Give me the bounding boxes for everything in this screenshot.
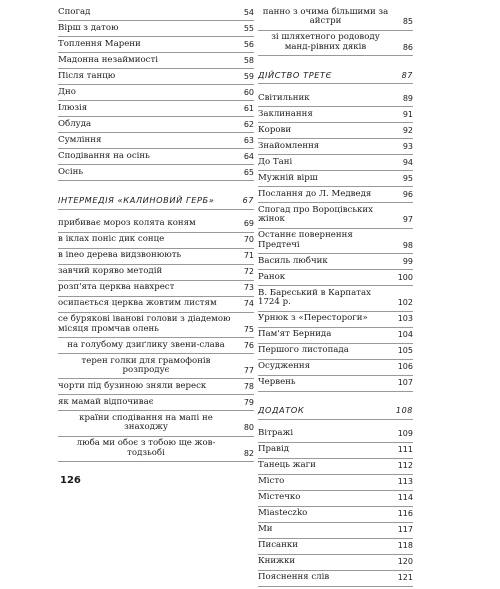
toc-entry-page: 120 xyxy=(397,557,413,567)
toc-entry-title: Ілюзія xyxy=(58,103,88,113)
toc-entry xyxy=(58,219,254,232)
toc-entry xyxy=(58,299,254,312)
toc-entry xyxy=(258,8,413,31)
toc-entry xyxy=(258,461,413,474)
toc-entry-page: 72 xyxy=(243,267,254,277)
toc-entry xyxy=(258,257,413,270)
toc-entry-title: В. Барєський в Карпатах 1724 р. xyxy=(258,287,372,308)
toc-entry-title: Останнє повернення Предтечі xyxy=(258,230,353,250)
toc-entry-page: 70 xyxy=(243,235,254,245)
toc-entry-page: 97 xyxy=(402,215,413,225)
toc-entry-title: Ранок xyxy=(258,271,286,282)
toc-entry-page: 100 xyxy=(397,272,413,282)
toc-entry-title: ІНТЕРМЕДІЯ «КАЛИНОВИЙ ГЕРБ» xyxy=(58,195,215,205)
toc-entry xyxy=(58,168,254,181)
toc-entry xyxy=(258,206,413,229)
toc-entry xyxy=(58,24,254,37)
toc-entry xyxy=(258,33,413,56)
toc-entry xyxy=(258,445,413,458)
toc-entry xyxy=(58,267,254,280)
toc-entry-title: розп'ята церква навхрест xyxy=(58,282,175,293)
toc-entry xyxy=(58,152,254,165)
toc-entry-title: Сумління xyxy=(58,135,102,145)
toc-entry-page: 96 xyxy=(402,190,413,199)
toc-entry-page: 104 xyxy=(397,330,413,340)
toc-entry-page: 64 xyxy=(243,152,254,161)
toc-entry xyxy=(258,142,413,155)
toc-entry-page: 54 xyxy=(243,8,254,17)
toc-entry xyxy=(58,315,254,338)
toc-entry-title: Заклинання xyxy=(258,109,313,119)
toc-entry-title: Містечко xyxy=(258,492,301,503)
toc-entry-page: 117 xyxy=(397,525,413,535)
toc-entry-page: 60 xyxy=(243,88,254,97)
toc-section-heading xyxy=(58,196,254,210)
toc-entry-title: Послання до Л. Медведя xyxy=(258,189,372,199)
toc-entry-page: 95 xyxy=(402,174,413,183)
toc-entry xyxy=(58,283,254,296)
toc-entry xyxy=(258,94,413,107)
toc-entry-title: Корови xyxy=(258,125,292,135)
toc-entry-title: Ми xyxy=(258,524,273,535)
toc-entry-page: 109 xyxy=(397,429,413,439)
toc-entry-title: осипається церква жовтим листям xyxy=(58,298,217,309)
toc-entry-page: 94 xyxy=(402,158,413,167)
toc-entry xyxy=(258,493,413,506)
toc-entry xyxy=(258,190,413,203)
toc-entry-title: Облуда xyxy=(58,119,92,129)
toc-entry xyxy=(58,72,254,85)
toc-entry-title: завчий корявo методій xyxy=(58,266,163,277)
toc-entry-page: 75 xyxy=(243,324,254,334)
toc-entry-title: Після танцю xyxy=(58,71,116,81)
toc-section-heading xyxy=(258,71,413,85)
toc-entry-title: ДІЙСТВО ТРЕТЄ xyxy=(258,69,332,80)
toc-entry-title: Червень xyxy=(258,377,296,388)
toc-entry xyxy=(258,541,413,554)
toc-entry xyxy=(258,557,413,570)
toc-entry-page: 103 xyxy=(397,314,413,324)
toc-entry-page: 62 xyxy=(243,120,254,129)
toc-entry xyxy=(58,56,254,69)
toc-entry-page: 91 xyxy=(402,110,413,119)
toc-entry-page: 73 xyxy=(243,283,254,293)
toc-entry xyxy=(58,341,254,354)
toc-entry-page: 67 xyxy=(242,196,254,205)
toc-entry-title: панно з очима більшими за айстри xyxy=(262,7,389,27)
page-number: 126 xyxy=(60,475,81,486)
toc-entry-page: 61 xyxy=(243,104,254,113)
toc-entry-title: Світильник xyxy=(258,93,310,103)
toc-entry-page: 112 xyxy=(397,461,413,471)
toc-entry xyxy=(258,378,413,391)
toc-entry-title: Урнюк з «Перестороги» xyxy=(258,313,368,324)
toc-left-column xyxy=(58,8,254,465)
toc-entry xyxy=(258,346,413,359)
toc-entry-page: 118 xyxy=(397,541,413,551)
toc-entry-title: Першого листопада xyxy=(258,345,349,356)
toc-entry xyxy=(58,104,254,117)
toc-entry-title: До Тані xyxy=(258,157,293,167)
toc-entry-page: 71 xyxy=(243,251,254,261)
toc-entry-title: Сподівання на осінь xyxy=(58,151,150,161)
toc-entry-page: 102 xyxy=(397,298,413,308)
toc-entry-page: 89 xyxy=(402,94,413,103)
toc-entry-page: 85 xyxy=(402,17,413,27)
toc-entry xyxy=(258,362,413,375)
toc-entry-page: 121 xyxy=(397,573,413,583)
toc-entry-title: Пояснення слів xyxy=(258,572,330,583)
toc-entry xyxy=(258,174,413,187)
toc-entry-title: Танець жаги xyxy=(258,460,316,471)
toc-entry-page: 77 xyxy=(243,366,254,375)
toc-entry-page: 74 xyxy=(243,299,254,309)
toc-entry xyxy=(58,120,254,133)
toc-entry xyxy=(258,525,413,538)
toc-entry xyxy=(258,330,413,343)
toc-entry-title: Василь любчик xyxy=(258,255,328,266)
toc-entry-page: 79 xyxy=(243,398,254,407)
toc-entry-title: Мадонна незаймиості xyxy=(58,55,158,65)
toc-entry-title: на голубому дзиґлику звени-слава xyxy=(67,339,225,350)
toc-entry-page: 105 xyxy=(397,346,413,356)
toc-entry-title: Писанки xyxy=(258,540,298,551)
toc-entry-page: 76 xyxy=(243,340,254,350)
toc-entry-title: прибиває мороз колята коням xyxy=(58,218,196,229)
toc-entry-title: Вірш з датою xyxy=(58,23,119,33)
toc-entry xyxy=(258,509,413,522)
toc-entry-page: 116 xyxy=(397,509,413,519)
toc-entry-title: Книжки xyxy=(258,556,296,567)
toc-entry-page: 93 xyxy=(402,142,413,151)
toc-entry-title: в inеo дерева видзвонюють xyxy=(58,250,182,261)
toc-entry-title: зі шляхетного родоводу манд-рівних дяків xyxy=(271,32,380,52)
toc-entry-page: 58 xyxy=(243,56,254,65)
toc-entry xyxy=(258,273,413,286)
toc-entry-title: ДОДАТОК xyxy=(258,405,305,416)
toc-entry-page: 65 xyxy=(243,168,254,177)
toc-entry-title: як мамай відпочиває xyxy=(58,397,154,407)
toc-entry-title: Спогад про Вороцівських жінок xyxy=(258,205,373,225)
section-gap xyxy=(258,59,413,71)
toc-entry-title: Осудження xyxy=(258,361,311,372)
toc-entry xyxy=(58,235,254,248)
toc-entry-page: 99 xyxy=(402,256,413,266)
toc-entry-title: Топлення Марени xyxy=(58,39,141,49)
toc-entry-page: 69 xyxy=(243,219,254,229)
toc-entry xyxy=(258,477,413,490)
toc-entry-title: Місто xyxy=(258,476,285,487)
toc-right-column xyxy=(258,8,413,589)
toc-entry xyxy=(58,40,254,53)
toc-entry xyxy=(58,398,254,411)
toc-entry xyxy=(258,126,413,139)
toc-entry-page: 80 xyxy=(243,423,254,433)
toc-entry-page: 98 xyxy=(402,240,413,250)
toc-entry-title: Правід xyxy=(258,444,289,455)
toc-entry-page: 113 xyxy=(397,477,413,487)
toc-entry xyxy=(258,110,413,123)
toc-entry xyxy=(258,573,413,586)
toc-entry-page: 56 xyxy=(243,40,254,49)
toc-entry-page: 55 xyxy=(243,24,254,33)
toc-entry-title: терен голки для грамофонів розпродує xyxy=(81,355,211,375)
toc-entry xyxy=(58,439,254,462)
toc-entry-page: 82 xyxy=(243,448,254,458)
toc-entry-title: Miasteczko xyxy=(258,508,308,519)
toc-entry-page: 108 xyxy=(395,406,413,416)
toc-entry-page: 59 xyxy=(243,72,254,81)
toc-entry xyxy=(58,382,254,395)
toc-entry-page: 107 xyxy=(397,378,413,388)
toc-entry-title: країни сподівання на мапі не знаходжу xyxy=(79,413,213,433)
toc-entry-title: Осінь xyxy=(58,167,84,177)
toc-entry-page: 63 xyxy=(243,136,254,145)
toc-entry xyxy=(58,88,254,101)
toc-entry xyxy=(58,251,254,264)
toc-entry-title: Пам'ят Бернида xyxy=(258,329,332,340)
toc-entry xyxy=(258,314,413,327)
toc-entry xyxy=(258,429,413,442)
toc-entry xyxy=(258,289,413,312)
toc-entry-page: 86 xyxy=(402,42,413,52)
toc-entry xyxy=(58,8,254,21)
toc-entry-page: 106 xyxy=(397,362,413,372)
toc-entry xyxy=(258,158,413,171)
toc-entry-title: Вітражі xyxy=(258,428,294,439)
toc-entry-page: 87 xyxy=(401,70,413,80)
toc-entry xyxy=(58,357,254,380)
toc-entry-title: чорти під бузиною зняли вереск xyxy=(58,381,207,391)
toc-entry-title: в іклах поніс дик сонце xyxy=(58,234,165,245)
toc-entry-page: 92 xyxy=(402,126,413,135)
toc-entry xyxy=(258,231,413,254)
toc-entry-title: се бурякові іванові голови з діадемою місяця промчав олень xyxy=(58,314,231,334)
toc-entry xyxy=(58,136,254,149)
toc-entry-title: Дно xyxy=(58,87,76,97)
toc-entry-title: Знайомлення xyxy=(258,141,320,151)
toc-section-heading xyxy=(258,406,413,420)
toc-entry-title: люба ми обоє з тобою ще жов-тодзьобі xyxy=(76,438,216,458)
toc-entry-title: Мужній вірш xyxy=(258,173,318,183)
toc-entry-page: 114 xyxy=(397,493,413,503)
toc-entry xyxy=(58,414,254,437)
toc-entry-title: Спогад xyxy=(58,7,91,17)
toc-entry-page: 111 xyxy=(397,445,413,455)
toc-entry-page: 78 xyxy=(243,382,254,391)
